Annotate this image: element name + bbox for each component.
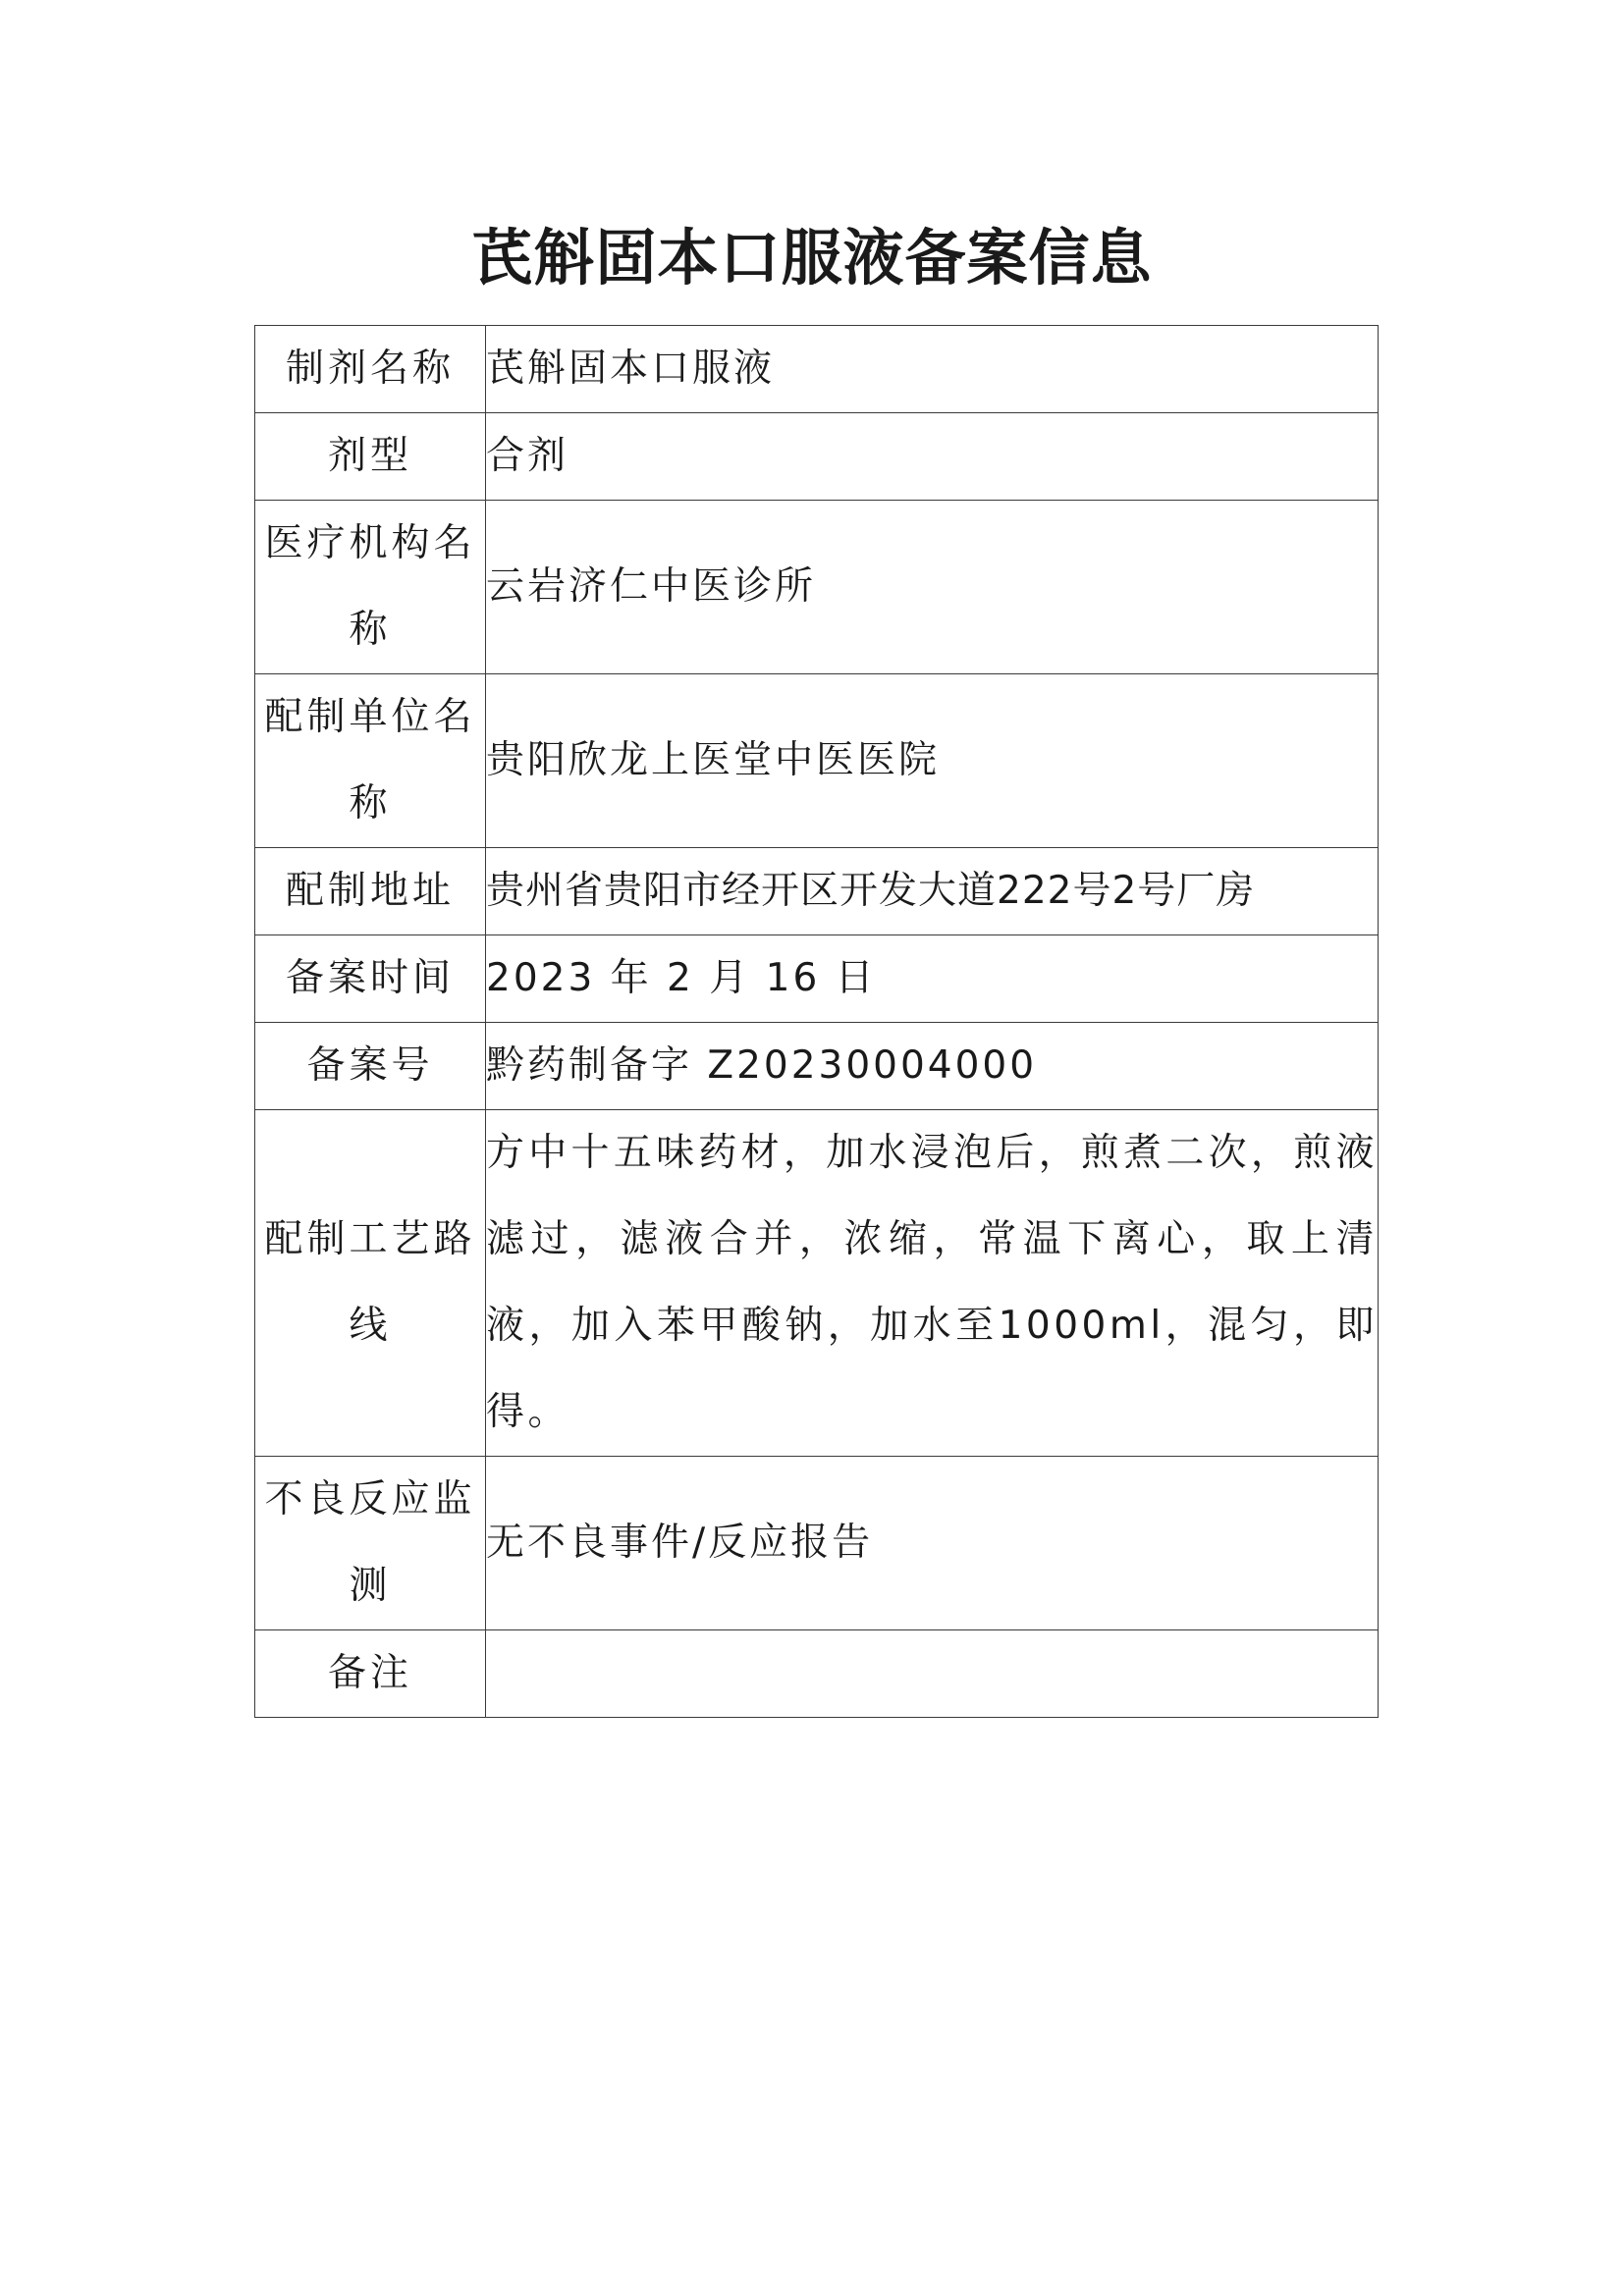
row-label: 备注 — [255, 1630, 486, 1718]
row-value: 方中十五味药材，加水浸泡后，煎煮二次，煎液滤过，滤液合并，浓缩，常温下离心，取上清液，加入苯甲酸钠，加水至1000ml，混匀，即得。 — [486, 1110, 1379, 1457]
table-row-manufacturer-address — [255, 848, 1379, 935]
table-row-adverse-reaction-monitoring — [255, 1457, 1379, 1630]
row-value: 贵阳欣龙上医堂中医医院 — [486, 674, 1379, 848]
table-row-filing-number — [255, 1023, 1379, 1110]
filing-info-table — [254, 325, 1379, 1718]
row-label: 制剂名称 — [255, 326, 486, 413]
row-label: 备案时间 — [255, 935, 486, 1023]
row-value: 贵州省贵阳市经开区开发大道222号2号厂房 — [486, 848, 1379, 935]
table-row-filing-date — [255, 935, 1379, 1023]
row-label: 配制工艺路线 — [255, 1110, 486, 1457]
table-row-preparation-name — [255, 326, 1379, 413]
row-label: 剂型 — [255, 413, 486, 501]
row-label: 医疗机构名称 — [255, 501, 486, 674]
page-title: 芪斛固本口服液备案信息 — [471, 222, 1153, 294]
table-row-institution-name — [255, 501, 1379, 674]
table-row-manufacturer-name — [255, 674, 1379, 848]
row-value: 芪斛固本口服液 — [486, 326, 1379, 413]
row-label: 配制地址 — [255, 848, 486, 935]
table-row-process-route — [255, 1110, 1379, 1457]
row-label: 不良反应监测 — [255, 1457, 486, 1630]
row-label: 配制单位名称 — [255, 674, 486, 848]
row-value: 合剂 — [486, 413, 1379, 501]
row-label: 备案号 — [255, 1023, 486, 1110]
table-row-remarks — [255, 1630, 1379, 1718]
row-value: 2023 年 2 月 16 日 — [486, 935, 1379, 1023]
row-value: 无不良事件/反应报告 — [486, 1457, 1379, 1630]
table-row-dosage-form — [255, 413, 1379, 501]
row-value — [486, 1630, 1379, 1718]
row-value: 黔药制备字 Z20230004000 — [486, 1023, 1379, 1110]
row-value: 云岩济仁中医诊所 — [486, 501, 1379, 674]
